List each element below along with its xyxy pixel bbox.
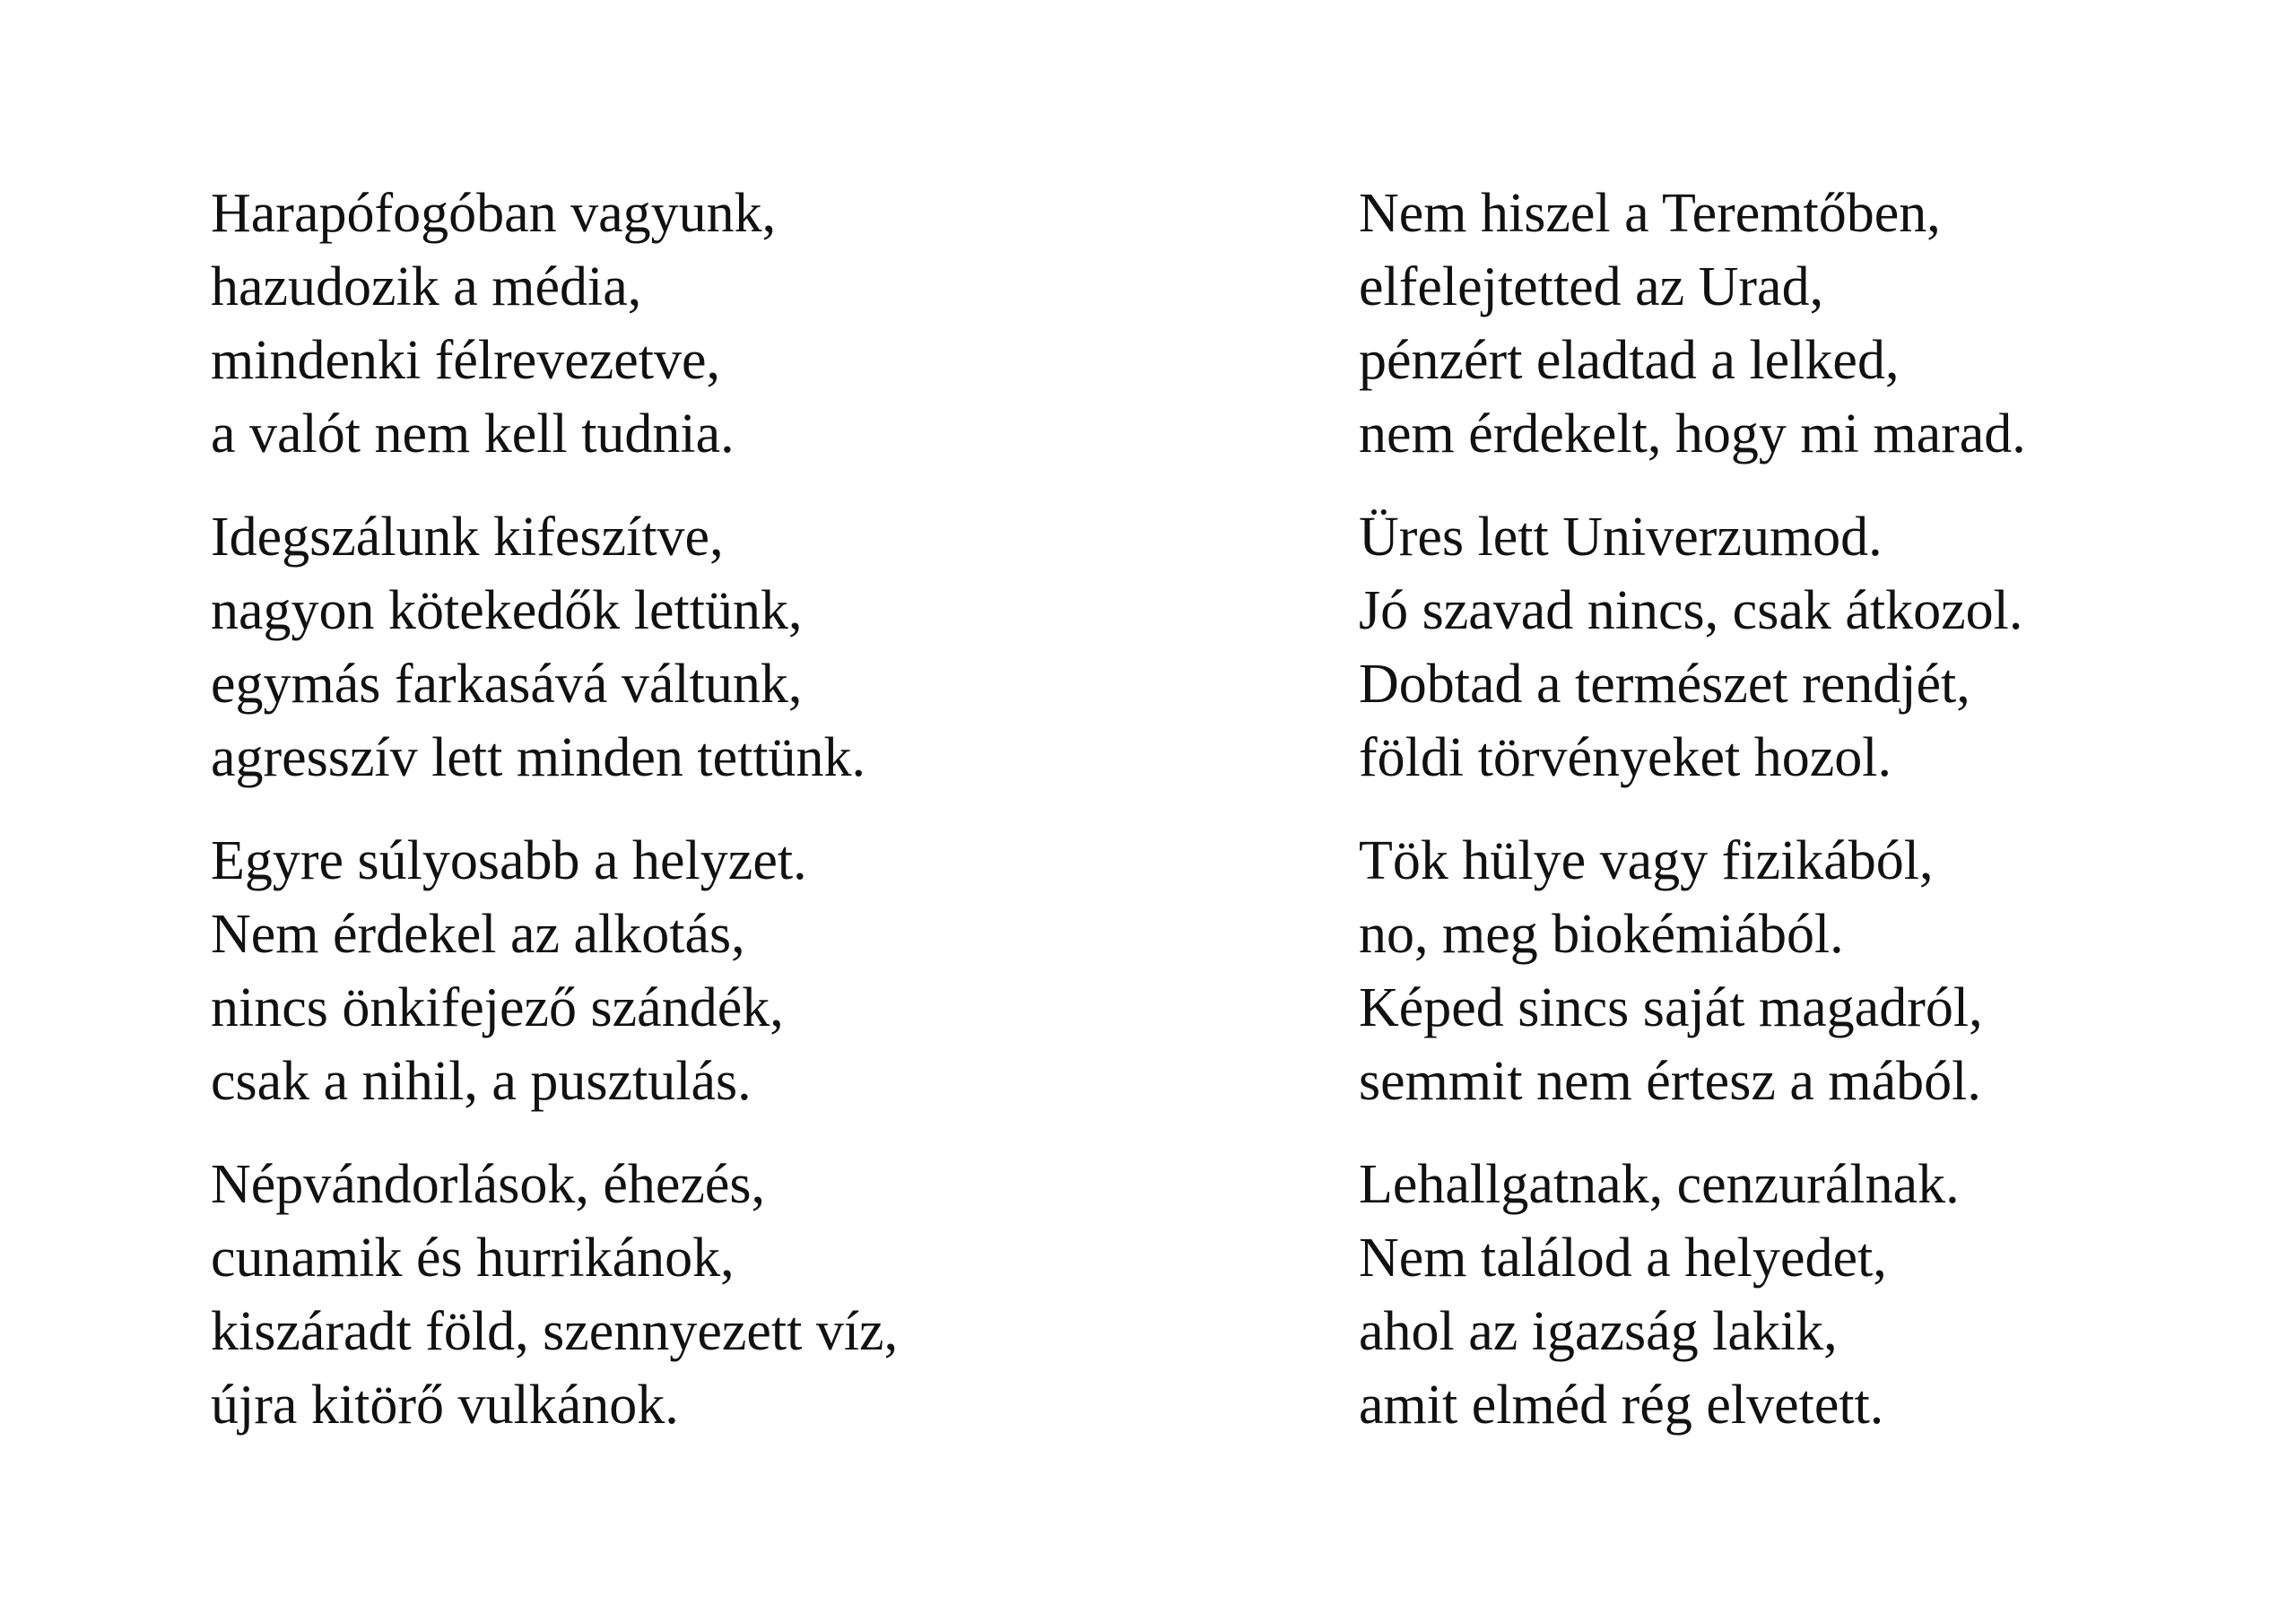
poem-line: csak a nihil, a pusztulás. [211, 1051, 752, 1112]
stanza-8 [1359, 1148, 2026, 1442]
poem-line: amit elméd rég elvetett. [1359, 1375, 1884, 1436]
poem-line: Harapófogóban vagyunk, [211, 183, 777, 244]
poem-line: no, meg biokémiából. [1359, 904, 1844, 965]
poem-line: mindenki félrevezetve, [211, 330, 721, 391]
poem-line: ahol az igazság lakik, [1359, 1301, 1838, 1362]
poem-line: újra kitörő vulkánok. [211, 1375, 679, 1436]
stanza-1 [211, 177, 898, 471]
poem-line: Egyre súlyosabb a helyzet. [211, 830, 807, 891]
poem-line: semmit nem értesz a mából. [1359, 1051, 1981, 1112]
stanza-5 [1359, 177, 2026, 471]
stanza-3 [211, 824, 898, 1118]
stanza-6 [1359, 500, 2026, 794]
poem-line: agresszív lett minden tettünk. [211, 727, 866, 788]
poem-line: Tök hülye vagy fizikából, [1359, 830, 1934, 891]
poem-line: a valót nem kell tudnia. [211, 404, 735, 464]
poem-line: kiszáradt föld, szennyezett víz, [211, 1301, 899, 1362]
stanza-7 [1359, 824, 2026, 1118]
poem-right-column [1359, 177, 2026, 1471]
poem-line: Nem érdekel az alkotás, [211, 904, 745, 965]
stanza-2 [211, 500, 898, 794]
poem-line: nagyon kötekedők lettünk, [211, 580, 803, 641]
poem-line: nincs önkifejező szándék, [211, 977, 784, 1038]
stanza-4 [211, 1148, 898, 1442]
poem-line: Népvándorlások, éhezés, [211, 1154, 766, 1215]
poem-line: Dobtad a természet rendjét, [1359, 654, 1970, 715]
poem-line: Jó szavad nincs, csak átkozol. [1359, 580, 2023, 641]
poem-line: cunamik és hurrikánok, [211, 1228, 735, 1289]
poem-line: pénzért eladtad a lelked, [1359, 330, 1900, 391]
poem-line: földi törvényeket hozol. [1359, 727, 1892, 788]
poem-line: nem érdekelt, hogy mi marad. [1359, 404, 2026, 464]
poem-line: hazudozik a média, [211, 256, 642, 317]
poem-line: egymás farkasává váltunk, [211, 654, 803, 715]
poem-line: Nem hiszel a Teremtőben, [1359, 183, 1941, 244]
poem-line: elfelejtetted az Urad, [1359, 256, 1824, 317]
poem-left-column [211, 177, 898, 1471]
poem-line: Nem találod a helyedet, [1359, 1228, 1887, 1289]
poem-line: Képed sincs saját magadról, [1359, 977, 1983, 1038]
poem-line: Üres lett Univerzumod. [1359, 507, 1883, 568]
poem-line: Idegszálunk kifeszítve, [211, 507, 724, 568]
poem-line: Lehallgatnak, cenzurálnak. [1359, 1154, 1960, 1215]
